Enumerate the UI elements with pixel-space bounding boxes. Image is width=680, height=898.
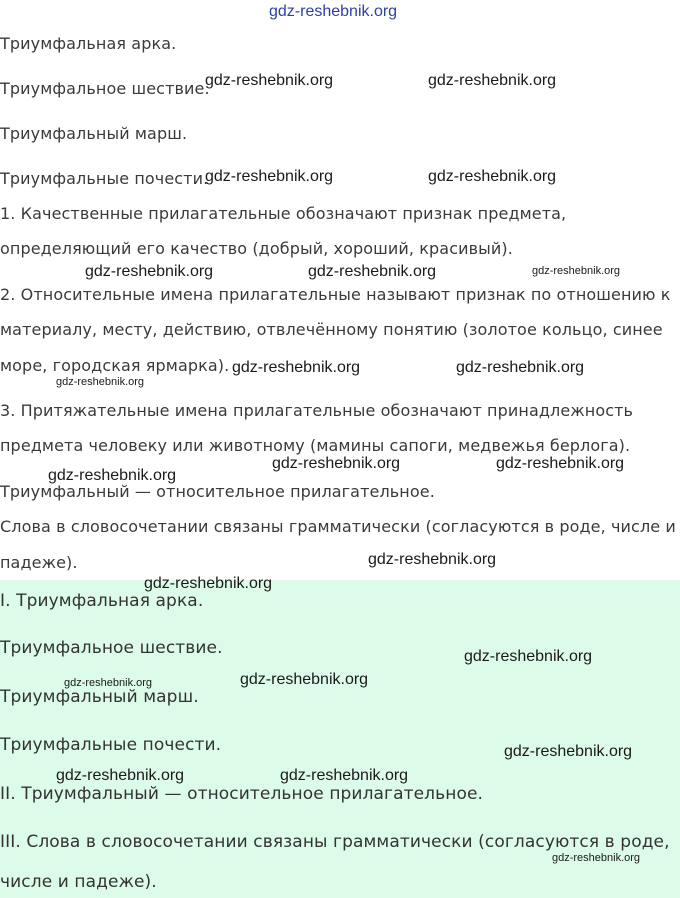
text-line: Слова в словосочетании связаны грамматически (согласуются в роде, числе и xyxy=(0,517,676,536)
watermark: gdz-reshebnik.org xyxy=(428,72,557,89)
watermark: gdz-reshebnik.org xyxy=(205,168,334,185)
watermark: gdz-reshebnik.org xyxy=(428,168,557,185)
watermark: gdz-reshebnik.org xyxy=(456,359,585,376)
watermark: gdz-reshebnik.org xyxy=(85,263,214,280)
answer-line: Триумфальные почести. xyxy=(0,735,222,755)
text-line: определяющий его качество (добрый, хороший, красивый). xyxy=(0,239,513,258)
text-line: Триумфальное шествие. xyxy=(0,79,210,98)
watermark: gdz-reshebnik.org xyxy=(232,359,361,376)
text-line: падеже). xyxy=(0,553,78,572)
watermark: gdz-reshebnik.org xyxy=(464,648,593,665)
text-line: 2. Относительные имена прилагательные называют признак по отношению к xyxy=(0,285,671,304)
answer-line: II. Триумфальный — относительное прилагательное. xyxy=(0,784,484,804)
answer-line: числе и падеже). xyxy=(0,872,157,892)
watermark: gdz-reshebnik.org xyxy=(504,743,633,760)
watermark: gdz-reshebnik.org xyxy=(308,263,437,280)
watermark: gdz-reshebnik.org xyxy=(280,767,409,784)
watermark: gdz-reshebnik.org xyxy=(56,376,145,388)
text-line: Триумфальный марш. xyxy=(0,124,188,143)
watermark: gdz-reshebnik.org xyxy=(272,455,401,472)
text-line: Триумфальные почести. xyxy=(0,169,209,188)
answer-line: Триумфальное шествие. xyxy=(0,638,223,658)
watermark: gdz-reshebnik.org xyxy=(64,677,153,689)
watermark: gdz-reshebnik.org xyxy=(240,671,369,688)
text-line: 1. Качественные прилагательные обозначают признак предмета, xyxy=(0,204,567,223)
answer-line: Триумфальный марш. xyxy=(0,687,199,707)
text-line: Триумфальная арка. xyxy=(0,34,177,53)
watermark: gdz-reshebnik.org xyxy=(532,265,621,277)
text-line: Триумфальный — относительное прилагательное. xyxy=(0,482,435,501)
watermark: gdz-reshebnik.org xyxy=(144,575,273,592)
watermark: gdz-reshebnik.org xyxy=(56,767,185,784)
answer-line: I. Триумфальная арка. xyxy=(0,591,204,611)
watermark: gdz-reshebnik.org xyxy=(496,455,625,472)
watermark: gdz-reshebnik.org xyxy=(368,551,497,568)
watermark: gdz-reshebnik.org xyxy=(48,467,177,484)
watermark: gdz-reshebnik.org xyxy=(205,72,334,89)
text-line: море, городская ярмарка). xyxy=(0,356,230,375)
text-line: материалу, месту, действию, отвлечённому понятию (золотое кольцо, синее xyxy=(0,320,663,339)
text-line: 3. Притяжательные имена прилагательные обозначают принадлежность xyxy=(0,401,634,420)
watermark: gdz-reshebnik.org xyxy=(552,852,641,864)
watermark: gdz-reshebnik.org xyxy=(269,3,398,20)
text-line: предмета человеку или животному (мамины сапоги, медвежья берлога). xyxy=(0,436,631,455)
answer-line: III. Слова в словосочетании связаны грамматически (согласуются в роде, xyxy=(0,832,670,852)
